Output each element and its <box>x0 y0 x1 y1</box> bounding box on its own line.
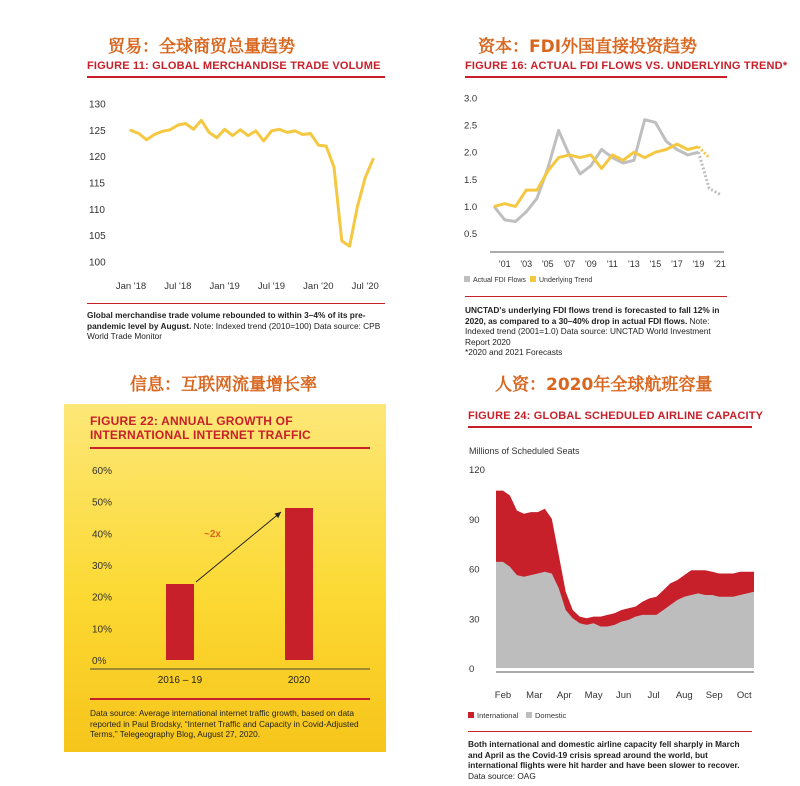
trade-heading: 贸易：全球商贸总量趋势 <box>108 37 295 57</box>
fig24-xtick-label: May <box>584 690 603 701</box>
fig16-title: FIGURE 16: ACTUAL FDI FLOWS VS. UNDERLYING TREND* <box>465 60 788 72</box>
fig11-series-line <box>131 120 373 246</box>
fig24-ytick-label: 120 <box>469 465 485 476</box>
fig24-legend-domestic: Domestic <box>535 711 567 720</box>
fig22-chart <box>84 454 374 694</box>
fig24-ytick-label: 0 <box>469 664 475 675</box>
fig22-growth-arrow <box>196 512 281 582</box>
fig16-xtick-label: '03 <box>520 259 533 269</box>
fig24-xtick-label: Jun <box>615 690 632 701</box>
fig16-xtick-label: '11 <box>606 259 618 269</box>
fig16-caption <box>465 305 727 358</box>
fdi-heading: 资本：FDI外国直接投资趋势 <box>478 37 698 57</box>
fig24-caption <box>468 739 754 781</box>
fig22-bar-1 <box>166 584 194 660</box>
fig16-actual-line <box>494 120 699 222</box>
fig16-ytick-label: 2.0 <box>464 147 478 159</box>
fig16-chart <box>462 84 730 284</box>
fig22-annotation: ~2x <box>204 529 221 540</box>
fig11-top-rule <box>87 76 385 78</box>
fig24-caption-rest: Data source: OAG <box>468 770 536 781</box>
fig24-chart <box>462 440 756 728</box>
fig11-ytick-label: 115 <box>89 178 105 190</box>
fig16-legend-actual: Actual FDI Flows <box>473 277 526 284</box>
fig16-xtick-label: '09 <box>584 259 597 269</box>
fig11-caption <box>87 310 385 342</box>
fig11-xtick-label: Jul '20 <box>351 281 379 292</box>
fig16-legend-swatch-trend <box>530 276 536 282</box>
fig16-xtick-label: '17 <box>671 259 683 269</box>
fig24-xtick-label: Mar <box>526 690 543 701</box>
fig24-xtick-label: Feb <box>494 690 512 701</box>
fig16-footnote: *2020 and 2021 Forecasts <box>465 347 563 357</box>
fig11-xtick-label: Jan '20 <box>303 281 334 292</box>
fig11-ytick-label: 125 <box>89 125 106 137</box>
fig16-xtick-label: '05 <box>541 259 554 269</box>
fig16-ytick-label: 3.0 <box>464 93 478 105</box>
fig11-ytick-label: 100 <box>89 257 106 269</box>
fig24-top-rule <box>468 426 752 428</box>
fig16-top-rule <box>465 76 727 78</box>
fig22-category-label: 2016 – 19 <box>157 675 203 686</box>
fig24-xtick-label: Apr <box>556 690 572 701</box>
fig22-category-label: 2020 <box>287 675 311 686</box>
fig22-ytick-label: 20% <box>92 592 113 604</box>
fig11-caption-bold: Global merchandise trade volume rebounded to within 3–4% of its pre-pandemic level by August. <box>87 310 366 331</box>
fig16-legend-swatch-actual <box>464 276 470 282</box>
fig16-ytick-label: 1.0 <box>464 201 478 213</box>
fig11-xtick-label: Jan '19 <box>209 281 240 292</box>
fig24-bottom-rule <box>468 731 752 732</box>
fig11-bottom-rule <box>87 303 385 304</box>
fig24-xtick-label: Oct <box>736 690 752 701</box>
fig16-actual-forecast <box>699 152 721 194</box>
fig24-xtick-label: Aug <box>675 690 693 701</box>
fig11-xtick-label: Jul '19 <box>257 281 286 292</box>
airline-heading: 人资：2020年全球航班容量 <box>495 375 713 395</box>
internet-panel <box>64 404 386 752</box>
fig22-bar-2 <box>285 508 313 660</box>
fig16-bottom-rule <box>465 296 727 297</box>
fig24-ylabel: Millions of Scheduled Seats <box>469 446 580 456</box>
fig16-xtick-label: '19 <box>692 259 705 269</box>
fig11-caption-rest: Note: Indexed trend (2010=100) Data source: CPB World Trade Monitor <box>87 320 381 341</box>
fig22-title: FIGURE 22: ANNUAL GROWTH OF INTERNATIONAL INTERNET TRAFFIC <box>90 414 311 442</box>
fig16-xtick-label: '13 <box>628 259 640 269</box>
fig24-title: FIGURE 24: GLOBAL SCHEDULED AIRLINE CAPACITY <box>468 410 764 422</box>
fig11-ytick-label: 130 <box>89 99 106 111</box>
fig24-legend-swatch-domestic <box>526 712 532 718</box>
fig16-xtick-label: '07 <box>563 259 576 269</box>
fig22-ytick-label: 10% <box>92 624 113 636</box>
fig16-xtick-label: '01 <box>498 259 511 269</box>
fig22-bottom-rule <box>90 698 370 700</box>
fig16-trend-line <box>494 144 699 206</box>
fig22-ytick-label: 40% <box>92 529 113 541</box>
fig22-ytick-label: 30% <box>92 561 113 572</box>
fig11-ytick-label: 120 <box>89 152 106 164</box>
fig22-ytick-label: 60% <box>92 466 113 477</box>
fig16-xtick-label: '15 <box>649 259 662 269</box>
fig24-legend-international: International <box>477 711 519 720</box>
internet-heading: 信息：互联网流量增长率 <box>130 375 317 395</box>
fig11-chart <box>87 82 387 297</box>
fig11-ytick-label: 110 <box>89 204 105 216</box>
fig16-legend-trend: Underlying Trend <box>539 277 593 284</box>
fig11-title: FIGURE 11: GLOBAL MERCHANDISE TRADE VOLUME <box>87 60 381 72</box>
fig11-xtick-label: Jan '18 <box>115 281 147 292</box>
fig24-legend-swatch-international <box>468 712 474 718</box>
fig24-caption-bold: Both international and domestic airline capacity fell sharply in March and April as the Covid-19 crisis spread around the world, but international flights were hit harder and have been slower to recover. <box>468 739 740 770</box>
fig11-xtick-label: Jul '18 <box>164 281 192 292</box>
fig22-ytick-label: 0% <box>92 656 107 667</box>
fig24-xtick-label: Sep <box>705 690 723 701</box>
fig11-ytick-label: 105 <box>89 231 106 243</box>
fig16-caption-bold: UNCTAD's underlying FDI flows trend is forecasted to fall 12% in 2020, as compared to a 30–40% drop in actual FDI flows. <box>465 305 720 326</box>
fig16-xtick-label: '21 <box>714 259 726 269</box>
fig24-ytick-label: 60 <box>469 564 480 576</box>
fig16-ytick-label: 2.5 <box>464 120 478 132</box>
fig16-caption-rest: Note: Indexed trend (2001=1.0) Data source: UNCTAD World Investment Report 2020 <box>465 315 711 347</box>
fig22-ytick-label: 50% <box>92 497 113 509</box>
fig24-xtick-label: Jul <box>647 690 660 701</box>
fig24-ytick-label: 30 <box>469 614 480 626</box>
fig22-caption: Data source: Average international internet traffic growth, based on data reported in Paul Brodsky, “Internet Traffic and Capacity in Covid-Adjusted Terms,” Telegeography Blog, August 27, 2020. <box>90 708 359 739</box>
fig22-top-rule <box>90 447 370 449</box>
fig24-ytick-label: 90 <box>469 514 480 526</box>
fig16-ytick-label: 1.5 <box>464 174 478 186</box>
fig16-ytick-label: 0.5 <box>464 228 478 240</box>
